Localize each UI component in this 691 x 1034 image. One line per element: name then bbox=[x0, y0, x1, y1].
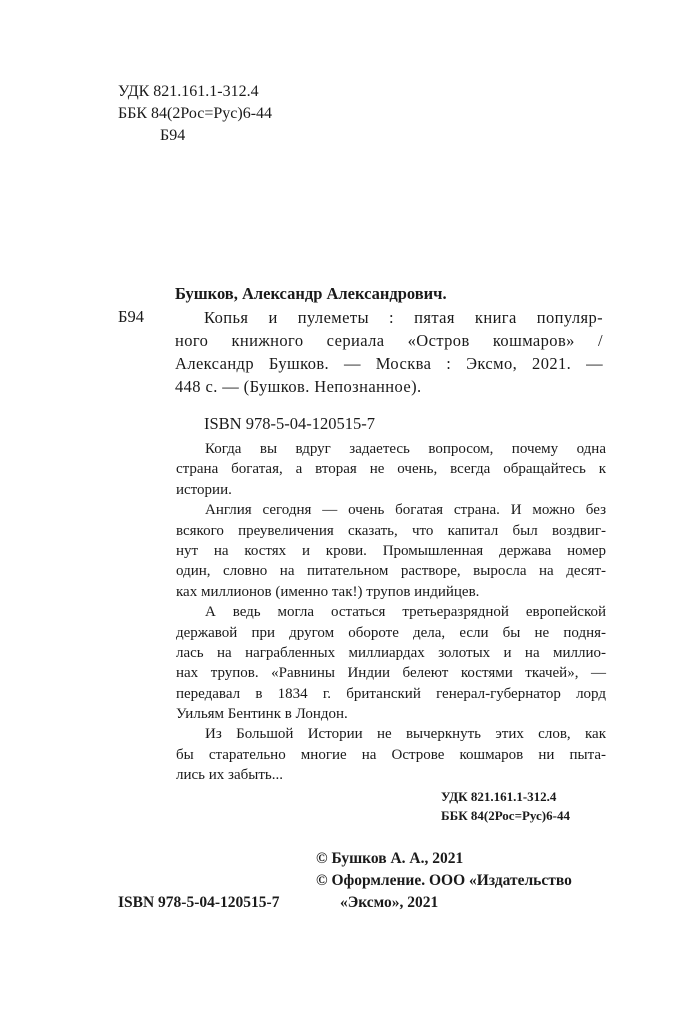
copyright-author: © Бушков А. А., 2021 bbox=[316, 850, 464, 867]
description-line: Копья и пулеметы : пятая книга популяр- bbox=[204, 308, 603, 327]
annotation-line: бы старательно многие на Острове кошмаров ни пыта- bbox=[176, 746, 606, 763]
description-line: 448 с. — (Бушков. Непознанное). bbox=[175, 377, 422, 396]
annotation-line: нах трупов. «Равнины Индии белеют костями ткачей», — bbox=[176, 665, 606, 682]
annotation-line: истории. bbox=[176, 481, 232, 498]
annotation-line: лась на награбленных миллиардах золотых и на миллио- bbox=[176, 644, 606, 661]
record-description bbox=[175, 306, 603, 398]
annotation-line: всякого преувеличения сказать, что капитал был воздвиг- bbox=[176, 522, 606, 539]
annotation-line: Англия сегодня — очень богатая страна. И можно без bbox=[205, 502, 606, 519]
annotation-line: ках миллионов (именно так!) трупов индийцев. bbox=[176, 583, 480, 600]
annotation-line: Когда вы вдруг задаетесь вопросом, почему одна bbox=[205, 441, 606, 457]
bottom-bbk-code: ББК 84(2Рос=Рус)6-44 bbox=[441, 808, 570, 823]
annotation-line: передавал в 1834 г. британский генерал-губернатор лорд bbox=[176, 685, 606, 702]
annotation-line: Из Большой Истории не вычеркнуть этих слов, как bbox=[205, 726, 606, 743]
bottom-udk-code: УДК 821.161.1-312.4 bbox=[441, 789, 557, 804]
copyright-design-cont: «Эксмо», 2021 bbox=[340, 894, 439, 911]
annotation-line: один, словно на питательном растворе, выросла на десят- bbox=[176, 563, 606, 580]
bbk-code: ББК 84(2Рос=Рус)6-44 bbox=[118, 105, 273, 122]
annotation-line: Уильям Бентинк в Лондон. bbox=[176, 706, 348, 723]
annotation-line: нут на костях и крови. Промышленная держава номер bbox=[176, 542, 606, 559]
copyright-design: © Оформление. ООО «Издательство bbox=[316, 872, 572, 889]
author-mark: Б94 bbox=[160, 127, 186, 144]
annotation-line: А ведь могла остаться третьеразрядной европейской bbox=[205, 604, 606, 621]
record-author: Бушков, Александр Александрович. bbox=[175, 284, 447, 303]
description-line: ного книжного сериала «Остров кошмаров» / bbox=[175, 331, 603, 350]
record-mark: Б94 bbox=[118, 307, 144, 326]
annotation-line: державой при другом обороте дела, если бы не подня- bbox=[176, 624, 606, 641]
record-isbn: ISBN 978-5-04-120515-7 bbox=[204, 414, 375, 433]
description-line: Александр Бушков. — Москва : Эксмо, 2021. — bbox=[175, 354, 603, 373]
footer-isbn: ISBN 978-5-04-120515-7 bbox=[118, 894, 280, 911]
annotation-line: лись их забыть... bbox=[176, 767, 283, 784]
annotation bbox=[176, 439, 606, 786]
udk-code: УДК 821.161.1-312.4 bbox=[118, 83, 259, 100]
annotation-line: страна богатая, а вторая не очень, всегда обращайтесь к bbox=[176, 461, 606, 478]
